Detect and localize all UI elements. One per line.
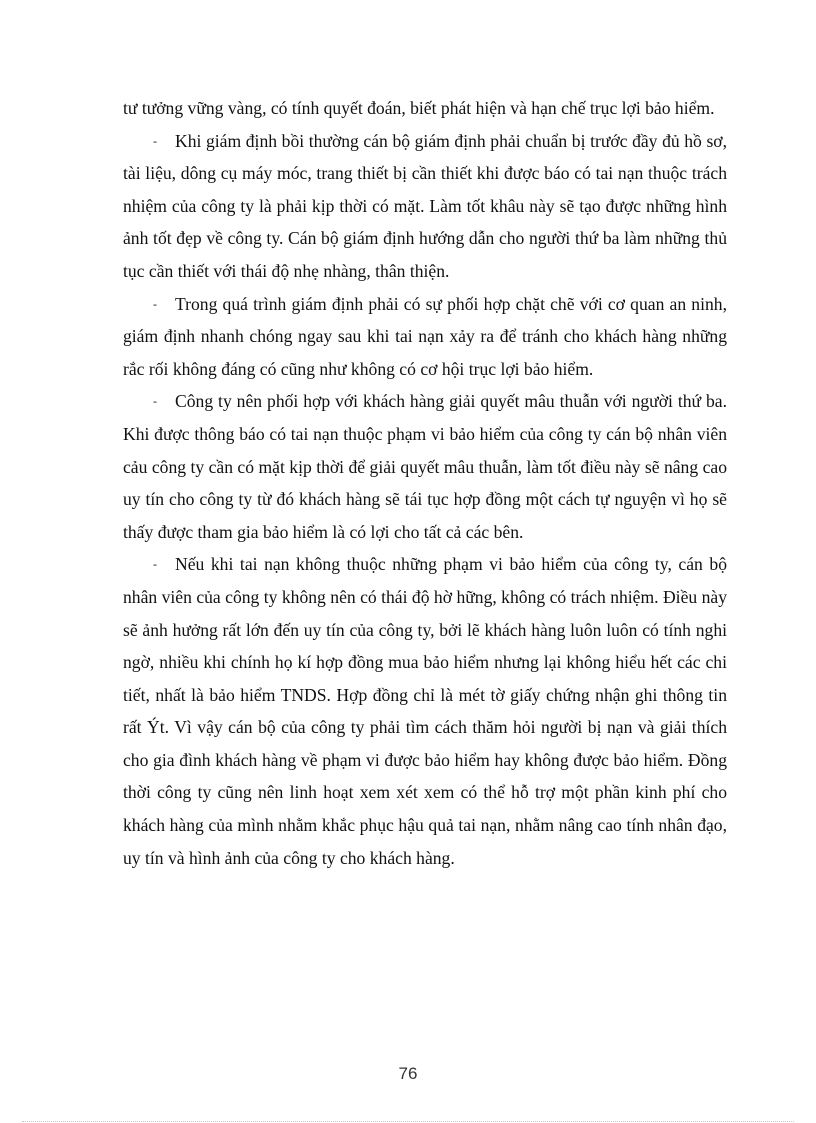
body-text — [123, 92, 727, 874]
paragraph-text: Khi giám định bồi thường cán bộ giám định phải chuẩn bị trước đầy đủ hồ sơ, tài liệu, dông cụ máy móc, trang thiết bị cần thiết khi được báo có tai nạn thuộc trách nhiệm của công ty là phải kịp thời có mặt. Làm tốt khâu này sẽ tạo được những hình ảnh tốt đẹp về công ty. Cán bộ giám định hướng dẫn cho người thứ ba làm những thủ tục cần thiết với thái độ nhẹ nhàng, thân thiện. — [123, 130, 727, 281]
paragraph-continued — [123, 92, 727, 125]
footer-divider — [22, 1121, 794, 1122]
bullet-dash: - — [153, 557, 157, 572]
paragraph-text: Nếu khi tai nạn không thuộc những phạm vi bảo hiểm của công ty, cán bộ nhân viên của công ty không nên có thái độ hờ hững, không có trách nhiệm. Điều này sẽ ảnh hưởng rất lớn đến uy tín của công ty, bởi lẽ khách hàng luôn luôn có tính nghi ngờ, nhiều khi chính họ kí hợp đồng mua bảo hiểm nhưng lại không hiểu hết các chi tiết, nhất là bảo hiểm TNDS. Hợp đồng chỉ là mét tờ giấy chứng nhận ghi thông tin rất Ýt. Vì vậy cán bộ của công ty phải tìm cách thăm hỏi người bị nạn và giải thích cho gia đình khách hàng về phạm vi được bảo hiểm hay không được bảo hiểm. Đồng thời công ty cũng nên linh hoạt xem xét xem có thể hỗ trợ một phần kinh phí cho khách hàng của mình nhằm khắc phục hậu quả tai nạn, nhằm nâng cao tính nhân đạo, uy tín và hình ảnh của công ty cho khách hàng. — [123, 554, 727, 868]
paragraph-text: Công ty nên phối hợp với khách hàng giải quyết mâu thuẫn với người thứ ba. Khi được thông báo có tai nạn thuộc phạm vi bảo hiểm của công ty cán bộ nhân viên cảu công ty cần có mặt kịp thời để giải quyết mâu thuẫn, làm tốt điều này sẽ nâng cao uy tín cho công ty từ đó khách hàng sẽ tái tục hợp đồng một cách tự nguyện vì họ sẽ thấy được tham gia bảo hiểm là có lợi cho tất cả các bên. — [123, 391, 727, 542]
paragraph-claims-assessment — [123, 125, 727, 288]
paragraph-text: Trong quá trình giám định phải có sự phối hợp chặt chẽ với cơ quan an ninh, giám định nhanh chóng ngay sau khi tai nạn xảy ra để tránh cho khách hàng những rắc rối không đáng có cũng như không có cơ hội trục lợi bảo hiểm. — [123, 293, 727, 379]
bullet-dash: - — [153, 133, 157, 148]
bullet-dash: - — [153, 296, 157, 311]
paragraph-third-party — [123, 385, 727, 548]
page-number: 76 — [398, 1064, 418, 1083]
paragraph-text: tư tưởng vững vàng, có tính quyết đoán, biết phát hiện và hạn chế trục lợi bảo hiểm. — [123, 98, 715, 118]
paragraph-coordination — [123, 288, 727, 386]
paragraph-out-of-scope — [123, 548, 727, 874]
bullet-dash: - — [153, 394, 157, 409]
